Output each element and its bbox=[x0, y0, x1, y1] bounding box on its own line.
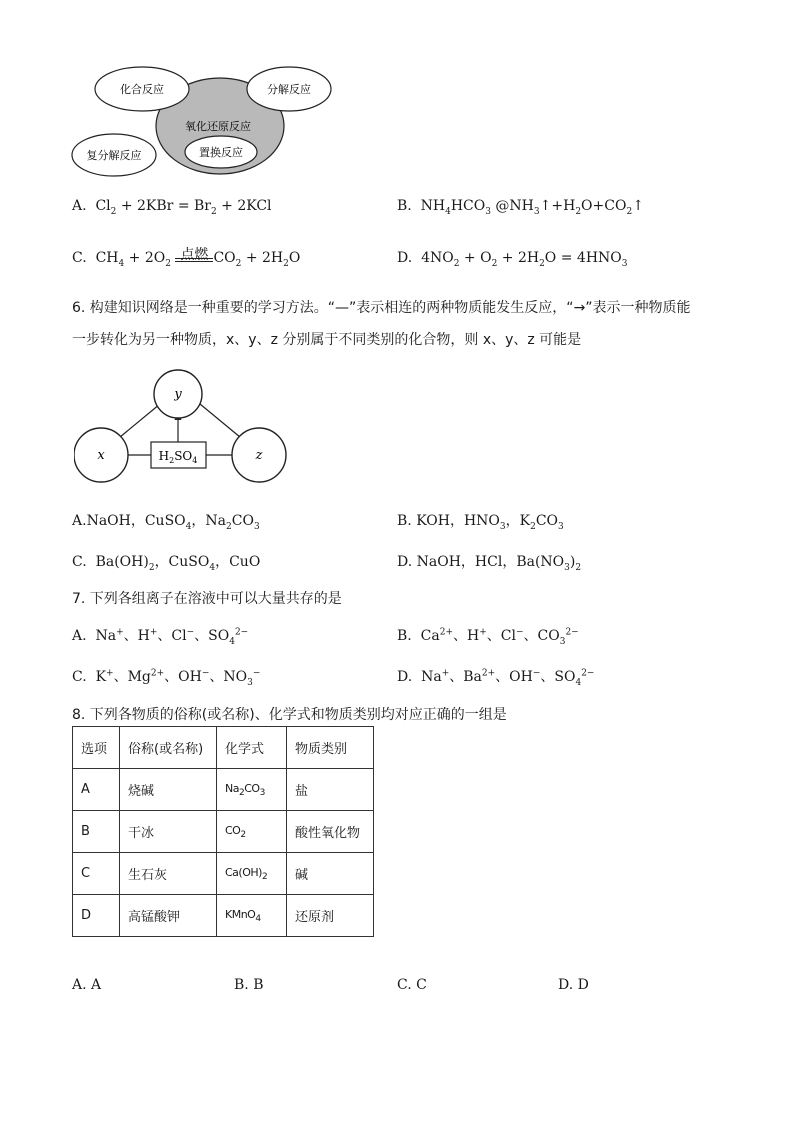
q6-network-diagram bbox=[74, 366, 289, 484]
node-x-label: x bbox=[97, 448, 105, 463]
header-option: 选项 bbox=[73, 727, 120, 769]
q7-option-b[interactable]: B. $Ca^{2+}$、H+、Cl−、$CO_3^{2-}$ bbox=[397, 627, 579, 647]
q6-option-b[interactable]: B. KOH，$HNO_3$，$K_2CO_3$ bbox=[397, 513, 564, 532]
node-z-label: z bbox=[255, 448, 263, 463]
redox-label: 氧化还原反应 bbox=[185, 120, 251, 133]
q7-option-d[interactable]: D. Na+、$Ba^{2+}$、OH−、$SO_4^{2-}$ bbox=[397, 668, 595, 688]
q5-option-b[interactable]: B. $NH_4HCO_3$ $@NH_3↑+H_2O+CO_2↑$ bbox=[397, 198, 644, 217]
table-header-row bbox=[73, 727, 374, 769]
combination-label: 化合反应 bbox=[120, 83, 164, 96]
header-category: 物质类别 bbox=[287, 727, 374, 769]
q6-option-d[interactable]: D. NaOH，HCl，$Ba(NO_3)_2$ bbox=[397, 554, 582, 573]
header-name: 俗称(或名称) bbox=[120, 727, 217, 769]
h2so4-label: $H_2SO_4$ bbox=[158, 449, 198, 465]
q8-answer-b[interactable]: B. B bbox=[234, 977, 264, 993]
table-row: D 高锰酸钾 KMnO$_4$ 还原剂 bbox=[73, 895, 374, 937]
node-y-label: y bbox=[174, 387, 182, 402]
reaction-venn-diagram bbox=[70, 64, 340, 184]
q8-stem: 8. 下列各物质的俗称(或名称)、化学式和物质类别均对应正确的一组是 bbox=[72, 707, 507, 723]
header-formula: 化学式 bbox=[217, 727, 287, 769]
q8-answer-a[interactable]: A. A bbox=[72, 977, 102, 993]
q5-option-d[interactable]: D. $4NO_2 + O_2 + 2H_2O = 4HNO_3$ bbox=[397, 250, 628, 269]
q8-answer-c[interactable]: C. C bbox=[397, 977, 427, 993]
q5-option-a[interactable]: A. $Cl_2 + 2KBr = Br_2 + 2KCl$ bbox=[72, 198, 272, 217]
q8-answer-d[interactable]: D. D bbox=[558, 977, 589, 993]
q6-stem-line2: 一步转化为另一种物质，x、y、z 分别属于不同类别的化合物，则 x、y、z 可能是 bbox=[72, 332, 582, 348]
table-row: C 生石灰 $Ca(OH)_2$ 碱 bbox=[73, 853, 374, 895]
table-row: A 烧碱 $Na_2CO_3$ 盐 bbox=[73, 769, 374, 811]
reaction-condition: 点燃 bbox=[180, 247, 209, 263]
decomposition-label: 分解反应 bbox=[267, 83, 311, 96]
displacement-label: 置换反应 bbox=[199, 146, 243, 159]
double-decomposition-label: 复分解反应 bbox=[86, 149, 142, 162]
q7-option-c[interactable]: C. K+、$Mg^{2+}$、OH−、$NO_3^-$ bbox=[72, 668, 261, 688]
q6-stem-line1: 6. 构建知识网络是一种重要的学习方法。“—”表示相连的两种物质能发生反应，“→”表示一种物质能 bbox=[72, 300, 691, 316]
q6-option-a[interactable]: A.NaOH，CuSO$_4$，$Na_2CO_3$ bbox=[72, 513, 260, 532]
table-row: B 干冰 $CO_2$ 酸性氧化物 bbox=[73, 811, 374, 853]
q8-table bbox=[72, 726, 374, 937]
q7-stem: 7. 下列各组离子在溶液中可以大量共存的是 bbox=[72, 591, 342, 607]
q6-option-c[interactable]: C. $Ba(OH)_2$，CuSO$_4$，CuO bbox=[72, 554, 261, 573]
q5-option-c[interactable]: C. $CH_4 + 2O_2$ 点燃 $CO_2 + 2H_2O$ bbox=[72, 250, 300, 269]
q7-option-a[interactable]: A. Na+、H+、Cl−、$SO_4^{2-}$ bbox=[72, 627, 249, 647]
